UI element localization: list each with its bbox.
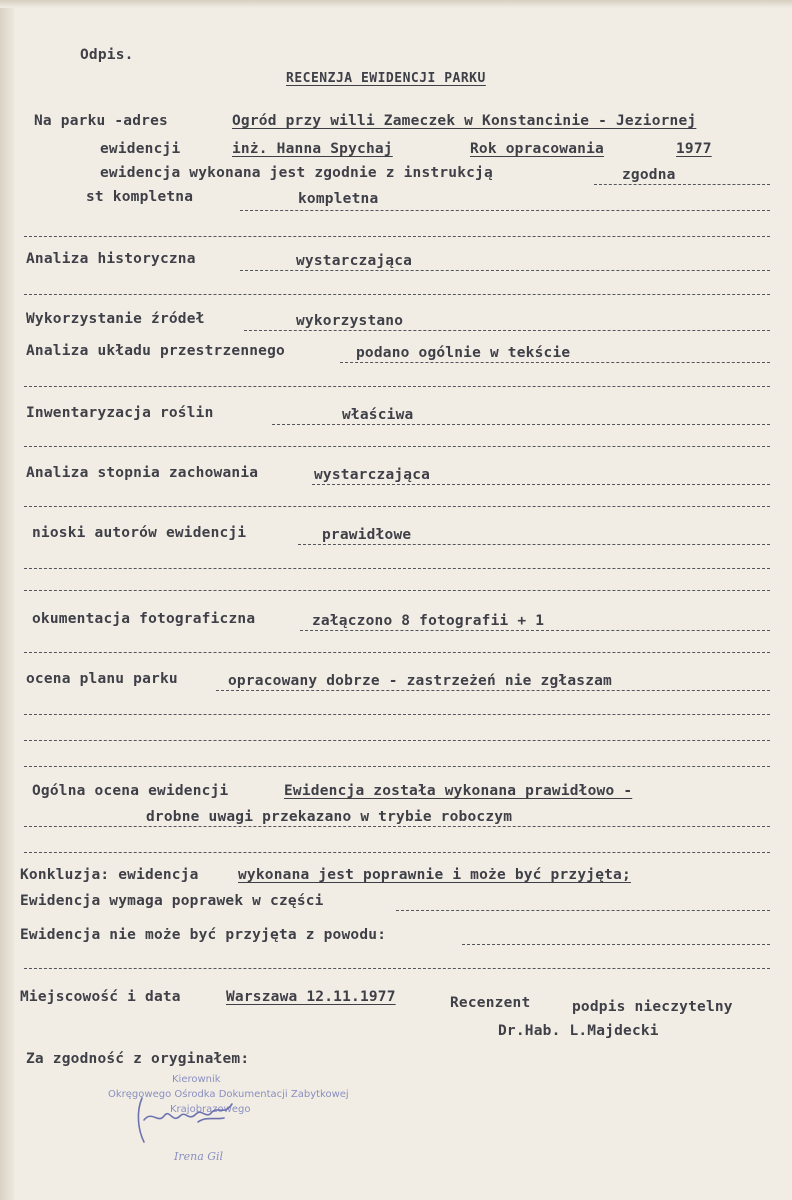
author-label: ewidencji <box>100 141 181 157</box>
page-title: RECENZJA EWIDENCJI PARKU <box>286 71 486 86</box>
blank-line <box>24 446 770 447</box>
blank-line <box>24 506 770 507</box>
place-date-value: Warszawa 12.11.1977 <box>226 989 396 1005</box>
photos-line <box>300 630 770 631</box>
history-value: wystarczająca <box>296 253 413 269</box>
conclusion-rejected: Ewidencja nie może być przyjęta z powodu: <box>20 927 387 943</box>
sources-line <box>244 330 770 331</box>
blank-line <box>24 968 770 969</box>
blank-line <box>24 852 770 853</box>
photos-label: okumentacja fotograficzna <box>32 611 256 627</box>
overall-label: Ogólna ocena ewidencji <box>32 783 229 799</box>
blank-line <box>24 652 770 653</box>
stamp-line-2: Okręgowego Ośrodka Dokumentacji Zabytkowej <box>108 1089 349 1100</box>
plan-line <box>216 690 770 691</box>
reviewer-name: Dr.Hab. L.Majdecki <box>498 1023 659 1039</box>
corrections-line <box>396 910 770 911</box>
conclusion-label: Konkluzja: ewidencja <box>20 867 199 883</box>
handwritten-signature <box>128 1090 258 1150</box>
history-line <box>240 270 770 271</box>
complete-label: st kompletna <box>86 189 194 205</box>
blank-line <box>24 590 770 591</box>
stamp-line-3: Krajobrazowego <box>170 1104 251 1115</box>
plants-line <box>272 424 770 425</box>
blank-line <box>24 714 770 715</box>
layout-value: podano ogólnie w tekście <box>356 345 571 361</box>
layout-line <box>340 362 770 363</box>
history-label: Analiza historyczna <box>26 251 196 267</box>
conclusion-accepted: wykonana jest poprawnie i może być przyjęta; <box>238 867 631 883</box>
year-label: Rok opracowania <box>470 141 604 157</box>
certified-label: Za zgodność z oryginałem: <box>26 1051 250 1067</box>
copy-label: Odpis. <box>80 47 134 63</box>
place-date-label: Miejscowość i data <box>20 989 181 1005</box>
compliance-label: ewidencja wykonana jest zgodnie z instrukcją <box>100 165 493 181</box>
signature-note: podpis nieczytelny <box>572 999 733 1015</box>
year-value: 1977 <box>676 141 712 157</box>
plan-label: ocena planu parku <box>26 671 178 687</box>
sources-label: Wykorzystanie źródeł <box>26 311 205 327</box>
blank-line <box>24 568 770 569</box>
overall-line-2 <box>24 826 770 827</box>
rejected-line <box>462 944 770 945</box>
preservation-value: wystarczająca <box>314 467 431 483</box>
park-name-label: Na parku -adres <box>34 113 168 129</box>
reviewer-label: Recenzent <box>450 995 531 1011</box>
park-name-value: Ogród przy willi Zameczek w Konstancinie - Jeziornej <box>232 113 697 129</box>
complete-value: kompletna <box>298 191 379 207</box>
compliance-value: zgodna <box>622 167 676 183</box>
conclusions-value: prawidłowe <box>322 527 412 543</box>
overall-value-2: drobne uwagi przekazano w trybie roboczym <box>146 809 513 825</box>
complete-line <box>240 210 770 211</box>
conclusion-corrections: Ewidencja wymaga poprawek w części <box>20 893 324 909</box>
plants-value: właściwa <box>342 407 414 423</box>
stamp-name: Irena Gil <box>174 1150 224 1163</box>
author-value: inż. Hanna Spychaj <box>232 141 393 157</box>
sources-value: wykorzystano <box>296 313 404 329</box>
plan-value: opracowany dobrze - zastrzeżeń nie zgłaszam <box>228 673 612 689</box>
blank-line <box>24 386 770 387</box>
conclusions-line <box>298 544 770 545</box>
page-edge-top <box>0 0 792 8</box>
blank-line <box>24 294 770 295</box>
preservation-label: Analiza stopnia zachowania <box>26 465 259 481</box>
preservation-line <box>312 484 770 485</box>
layout-label: Analiza układu przestrzennego <box>26 343 285 359</box>
page-edge-left <box>0 0 14 1200</box>
plants-label: Inwentaryzacja roślin <box>26 405 214 421</box>
blank-line <box>24 236 770 237</box>
blank-line <box>24 766 770 767</box>
conclusions-label: nioski autorów ewidencji <box>32 525 247 541</box>
stamp-line-1: Kierownik <box>172 1074 221 1085</box>
overall-value: Ewidencja została wykonana prawidłowo - <box>284 783 633 799</box>
compliance-line <box>594 184 770 185</box>
photos-value: załączono 8 fotografii + 1 <box>312 613 545 629</box>
blank-line <box>24 740 770 741</box>
